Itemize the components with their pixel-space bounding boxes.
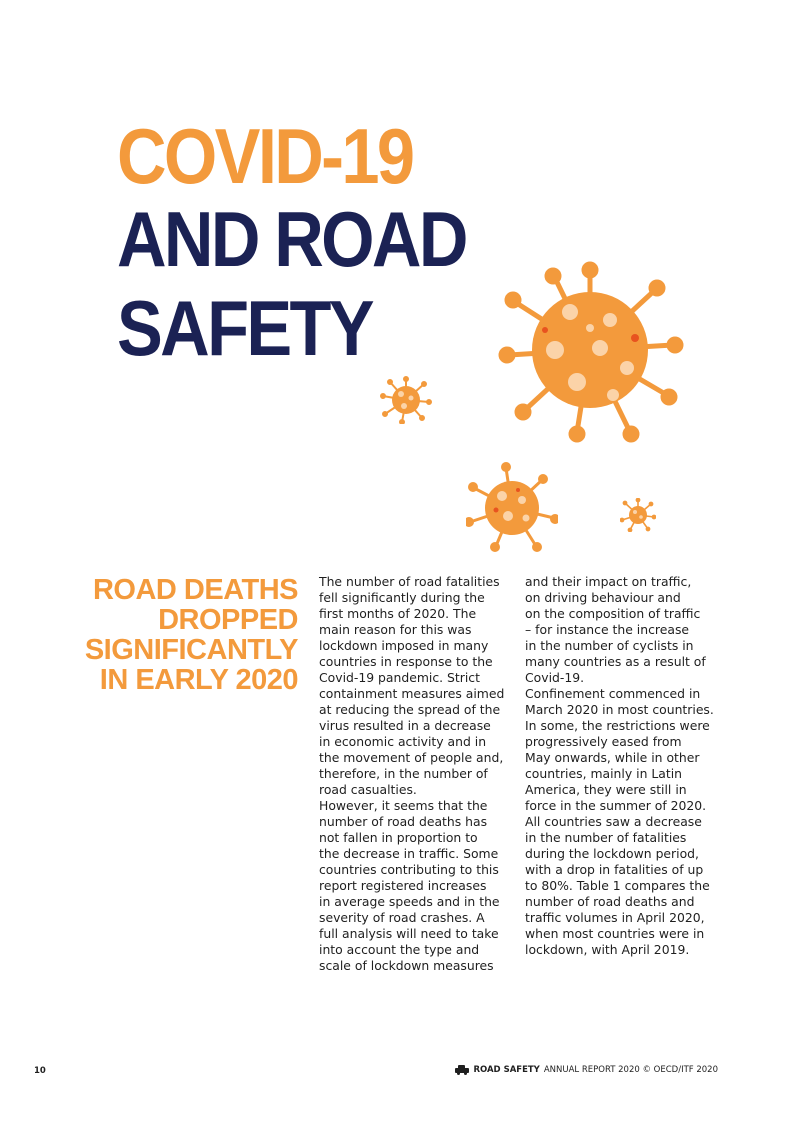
paragraph: The number of road fatalities fell significantly during the first months of 2020. The main reason for this was lockdown imposed in many countries in response to the Covid-19 pandemic. Strict containment measures aimed at reducing the spread of the virus resulted in a decrease in economic activity and in the movement of people and, therefore, in the number of road casualties. bbox=[319, 574, 505, 797]
paragraph: All countries saw a decrease in the number of fatalities during the lockdown period, with a drop in fatalities of up to 80%. Table 1 compares the number of road deaths and traffic volumes in April 2020, when most countries were in lockdown, with April 2019. bbox=[525, 814, 710, 957]
footer-report: ANNUAL REPORT 2020 © OECD/ITF 2020 bbox=[543, 1065, 718, 1075]
paragraph: Confinement commenced in March 2020 in most countries. In some, the restrictions were progressively eased from May onwards, while in other countries, mainly in Latin America, they were still in force in the summer of 2020. bbox=[525, 686, 714, 813]
footer-brand: ROAD SAFETY bbox=[473, 1065, 540, 1075]
virus-icon-small-title bbox=[380, 376, 432, 424]
body-column-2 bbox=[525, 574, 725, 958]
subheading-line: IN EARLY 2020 bbox=[99, 664, 298, 696]
virus-icon-medium bbox=[466, 462, 558, 552]
subheading-line: DROPPED bbox=[158, 604, 298, 636]
title-covid: COVID-19 bbox=[117, 112, 413, 200]
subheading-line: SIGNIFICANTLY bbox=[84, 634, 298, 666]
section-subheading bbox=[40, 575, 298, 695]
title-safety: SAFETY bbox=[117, 284, 372, 372]
page-number: 10 bbox=[34, 1066, 46, 1076]
car-icon bbox=[455, 1065, 469, 1075]
paragraph: However, it seems that the number of road deaths has not fallen in proportion to the decrease in traffic. Some countries contributing to this report registered increases in average speeds and in the severity of road crashes. A full analysis will need to take into account the type and scale of lockdown measures bbox=[319, 798, 500, 973]
subheading-line: ROAD DEATHS bbox=[92, 574, 298, 606]
paragraph: and their impact on traffic, on driving behaviour and on the composition of traffic – for instance the increase in the number of cyclists in many countries as a result of Covid-19. bbox=[525, 574, 706, 685]
virus-icon-large bbox=[495, 250, 685, 450]
footer-credit bbox=[455, 1065, 718, 1075]
body-column-1 bbox=[319, 574, 519, 974]
title-and-road: AND ROAD bbox=[117, 195, 466, 283]
virus-icon-tiny bbox=[620, 498, 656, 532]
